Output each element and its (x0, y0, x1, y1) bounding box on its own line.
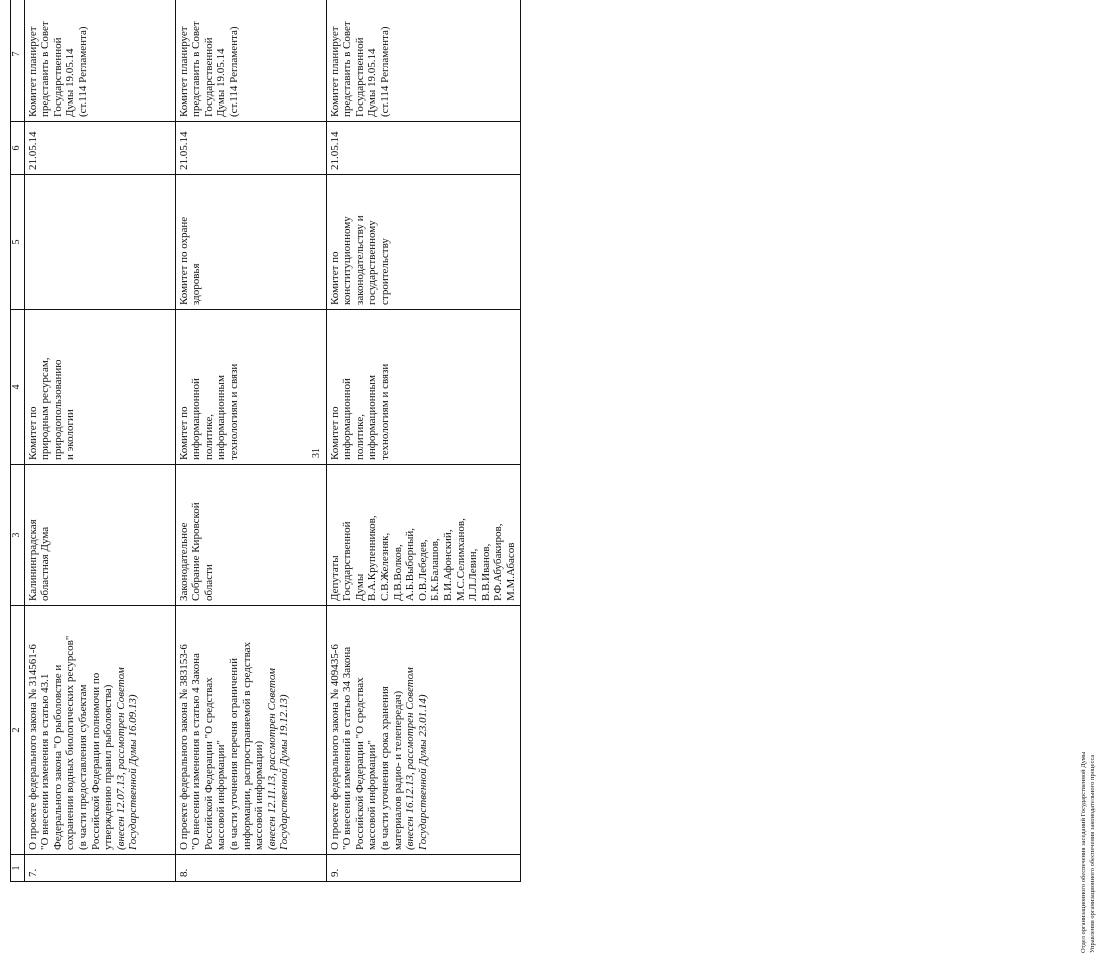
responsible-committee-line: информационным (366, 375, 379, 460)
bill-author-line: Государственной (341, 521, 354, 601)
responsible-committee-line: информационной (190, 378, 203, 460)
bill-author-line: О.В.Лебедев, (416, 539, 429, 601)
bill-submission-note: (внесен 12.11.13, рассмотрен Советом (265, 668, 278, 850)
responsible-committee (326, 310, 520, 465)
responsible-committee-line: природным ресурсам, (39, 357, 52, 460)
committee-plan-line: Государственной (202, 37, 215, 117)
bill-title-line: утверждению правил рыболовства) (102, 684, 115, 850)
bill-submission-note: (внесен 16.12.13, рассмотрен Советом (404, 667, 417, 850)
responsible-committee-line: природопользованию (51, 359, 64, 460)
page-number: 31 (311, 448, 322, 458)
consideration-date: 21.05.14 (175, 122, 326, 175)
bill-title-line: массовой информации" (366, 740, 379, 850)
bill-title (175, 606, 326, 855)
bill-submission-note: Государственной Думы 16.09.13) (127, 694, 140, 850)
bill-submission-note: Государственной Думы 23.01.14) (416, 694, 429, 850)
responsible-committee-line: политике, (353, 413, 366, 460)
footer (1080, 0, 1102, 953)
bill-submission-note: (внесен 12.07.13, рассмотрен Советом (114, 667, 127, 850)
bill-title-line: сохранении водных биологических ресурсов" (64, 635, 77, 850)
responsible-committee (24, 310, 175, 465)
bill-author-line: С.В.Железняк, (378, 532, 391, 601)
responsible-committee-line: и экологии (64, 409, 77, 460)
row-number: 7. (24, 855, 175, 882)
bill-title-line: О проекте федерального закона № 409435-6 (328, 644, 341, 850)
committee-plan-line: представить в Совет (39, 21, 52, 117)
bill-title (326, 606, 520, 855)
bill-title-line: Федерального закона "О рыболовстве и (51, 664, 64, 850)
bill-title-line: (в части уточнения перечня ограничений (227, 658, 240, 850)
co-executor-committee-line: государственному (366, 220, 379, 305)
bill-title-line: "О внесении изменений в статью 34 Закона (341, 646, 354, 850)
col-header-4: 4 (11, 310, 25, 465)
col-header-7: 7 (11, 0, 25, 122)
bill-author-line: области (202, 564, 215, 601)
committee-plan-line: Комитет планирует (328, 26, 341, 117)
bill-title-line: (в части уточнения срока хранения (378, 686, 391, 850)
committee-plan (175, 0, 326, 122)
bill-title-line: "О внесении изменения в статью 43.1 (39, 673, 52, 850)
col-header-1: 1 (11, 855, 25, 882)
co-executor-committee (175, 175, 326, 310)
col-header-6: 6 (11, 122, 25, 175)
responsible-committee-line: информационной (341, 378, 354, 460)
committee-plan-line: Думы 19.05.14 (64, 48, 77, 117)
bill-author (175, 465, 326, 606)
committee-plan-line: Государственной (51, 37, 64, 117)
responsible-committee-line: Комитет по (177, 406, 190, 460)
committee-plan-line: Комитет планирует (177, 26, 190, 117)
responsible-committee-line: Комитет по (328, 406, 341, 460)
row-number: 9. (326, 855, 520, 882)
bill-title-line: (в части предоставления субъектам (76, 684, 89, 850)
column-number-row (11, 0, 25, 882)
co-executor-committee (326, 175, 520, 310)
bill-title-line: О проекте федерального закона № 383153-6 (177, 644, 190, 850)
co-executor-committee-line: Комитет по (328, 251, 341, 305)
committee-plan-line: (ст.114 Регламента) (378, 26, 391, 117)
table-row (326, 0, 520, 882)
bill-author-line: В.И.Афонский, (441, 529, 454, 601)
committee-plan-line: Думы 19.05.14 (366, 48, 379, 117)
committee-plan-line: (ст.114 Регламента) (227, 26, 240, 117)
bill-title-line: материалов радио- и телепередач) (391, 690, 404, 850)
bill-author-line: Б.К.Балашов, (429, 538, 442, 601)
bill-title-line: Российской Федерации полномочи по (89, 672, 102, 850)
col-header-3: 3 (11, 465, 25, 606)
bill-author-line: Р.Ф.Абубакиров, (492, 523, 505, 601)
responsible-committee-line: информационным (215, 375, 228, 460)
table-row (175, 0, 326, 882)
table-row (24, 0, 175, 882)
responsible-committee-line: Комитет по (26, 406, 39, 460)
committee-plan-line: (ст.114 Регламента) (76, 26, 89, 117)
row-number: 8. (175, 855, 326, 882)
consideration-date: 21.05.14 (326, 122, 520, 175)
bill-author-line: Думы (353, 573, 366, 601)
bill-title-line: информации, распространяемой в средствах (240, 641, 253, 850)
col-header-2: 2 (11, 606, 25, 855)
bill-title-line: "О внесении изменения в статью 4 Закона (190, 653, 203, 850)
footer-line: Управления организационного обеспечения законодательного процесса (1088, 754, 1096, 953)
bill-submission-note: Государственной Думы 19.12.13) (278, 694, 291, 850)
bill-author-line: Депутаты (328, 555, 341, 601)
responsible-committee-line: политике, (202, 413, 215, 460)
committee-plan-line: представить в Совет (341, 21, 354, 117)
committee-plan-line: Государственной (353, 37, 366, 117)
responsible-committee-line: технологиям и связи (378, 363, 391, 460)
bill-author-line: Законодательное (177, 522, 190, 601)
bill-author-line: Л.Л.Левин, (467, 548, 480, 601)
co-executor-committee-line: конституционному (341, 216, 354, 305)
col-header-5: 5 (11, 175, 25, 310)
bill-author (326, 465, 520, 606)
committee-plan-line: Думы 19.05.14 (215, 48, 228, 117)
responsible-committee (175, 310, 326, 465)
committee-plan (326, 0, 520, 122)
co-executor-committee-line: Комитет по охране (177, 216, 190, 305)
bill-author-line: М.М.Абасов (504, 542, 517, 601)
committee-plan (24, 0, 175, 122)
committee-plan-line: Комитет планирует (26, 26, 39, 117)
bill-author-line: А.Б.Выборный, (404, 528, 417, 601)
consideration-date: 21.05.14 (24, 122, 175, 175)
bill-title (24, 606, 175, 855)
co-executor-committee-line: здоровья (190, 263, 203, 305)
bill-author-line: В.В.Иванов, (479, 543, 492, 601)
co-executor-committee (24, 175, 175, 310)
bill-title-line: массовой информации" (215, 740, 228, 850)
bill-author-line: Калининградская (26, 519, 39, 601)
bill-author-line: В.А.Крупенников, (366, 515, 379, 601)
bill-title-line: Российской Федерации "О средствах (202, 677, 215, 850)
co-executor-committee-line: законодательству и (353, 215, 366, 305)
co-executor-committee-line: строительству (378, 238, 391, 305)
bill-title-line: Российской Федерации "О средствах (353, 677, 366, 850)
bill-author (24, 465, 175, 606)
bills-table (10, 0, 521, 882)
bill-title-line: массовой информации) (253, 740, 266, 850)
committee-plan-line: представить в Совет (190, 21, 203, 117)
footer-line: Отдел организационного обеспечения заседаний Государственной Думы (1080, 751, 1087, 953)
responsible-committee-line: технологиям и связи (227, 363, 240, 460)
bill-author-line: Собрание Кировской (190, 502, 203, 601)
bill-author-line: областная Дума (39, 526, 52, 601)
rotated-table-container (10, 22, 630, 882)
bill-author-line: Д.В.Волков, (391, 544, 404, 601)
bill-title-line: О проекте федерального закона № 314561-6 (26, 644, 39, 850)
bill-author-line: М.С.Селимханов, (454, 518, 467, 601)
